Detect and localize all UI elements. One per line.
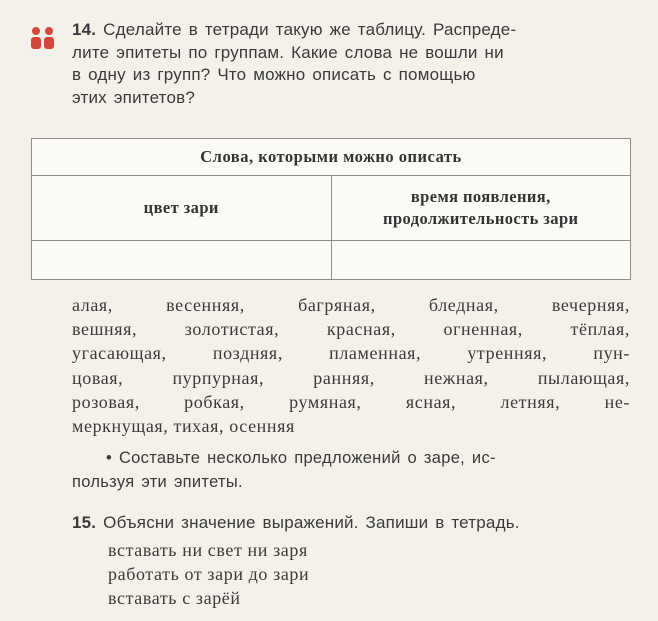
task-text-line: в одну из групп? Что можно описать с помощью — [72, 65, 476, 84]
epithet-line: розовая, робкая, румяная, ясная, летняя, не- — [72, 391, 630, 412]
epithet-line: цовая, пурпурная, ранняя, нежная, пылающая, — [72, 367, 630, 388]
epithet-line: алая, весенняя, багряная, бледная, вечерняя, — [72, 295, 630, 315]
epithet-line: вешняя, золотистая, красная, огненная, тёплая, — [72, 319, 630, 340]
column-color: цвет зари — [32, 176, 332, 241]
task-15 — [72, 512, 520, 535]
pair-work-icon — [30, 26, 56, 50]
column-time — [331, 176, 631, 241]
phrase: вставать с зарёй — [108, 588, 241, 608]
task-number: 15. — [72, 513, 97, 532]
epithet-table — [31, 138, 631, 280]
phrase-list — [108, 538, 309, 610]
empty-cell — [32, 241, 332, 280]
task-14 — [72, 19, 632, 109]
task-text-line: этих эпитетов? — [72, 87, 196, 107]
column-time-line: продолжительность зари — [383, 209, 579, 228]
bullet-text: Составьте несколько предложений о заре, ис- — [118, 449, 496, 467]
task-text: Объясни значение выражений. Запиши в тетрадь. — [103, 513, 520, 532]
bullet-task — [72, 446, 630, 494]
phrase: вставать ни свет ни заря — [108, 540, 308, 560]
epithet-list — [72, 293, 630, 438]
phrase: работать от зари до зари — [108, 564, 310, 584]
epithet-line: угасающая, поздняя, пламенная, утренняя, пун- — [72, 343, 630, 364]
bullet-mark: • — [106, 449, 113, 467]
task-text-line: Сделайте в тетради такую же таблицу. Распреде- — [103, 20, 517, 39]
epithet-line: меркнущая, тихая, осенняя — [72, 416, 295, 437]
task-text-line: лите эпитеты по группам. Какие слова не вошли ни — [72, 42, 504, 62]
bullet-text: пользуя эти эпитеты. — [72, 473, 243, 491]
column-time-line: время появления, — [410, 187, 551, 206]
table-header: Слова, которыми можно описать — [32, 139, 631, 176]
task-number: 14. — [72, 20, 97, 39]
empty-cell — [331, 241, 631, 280]
